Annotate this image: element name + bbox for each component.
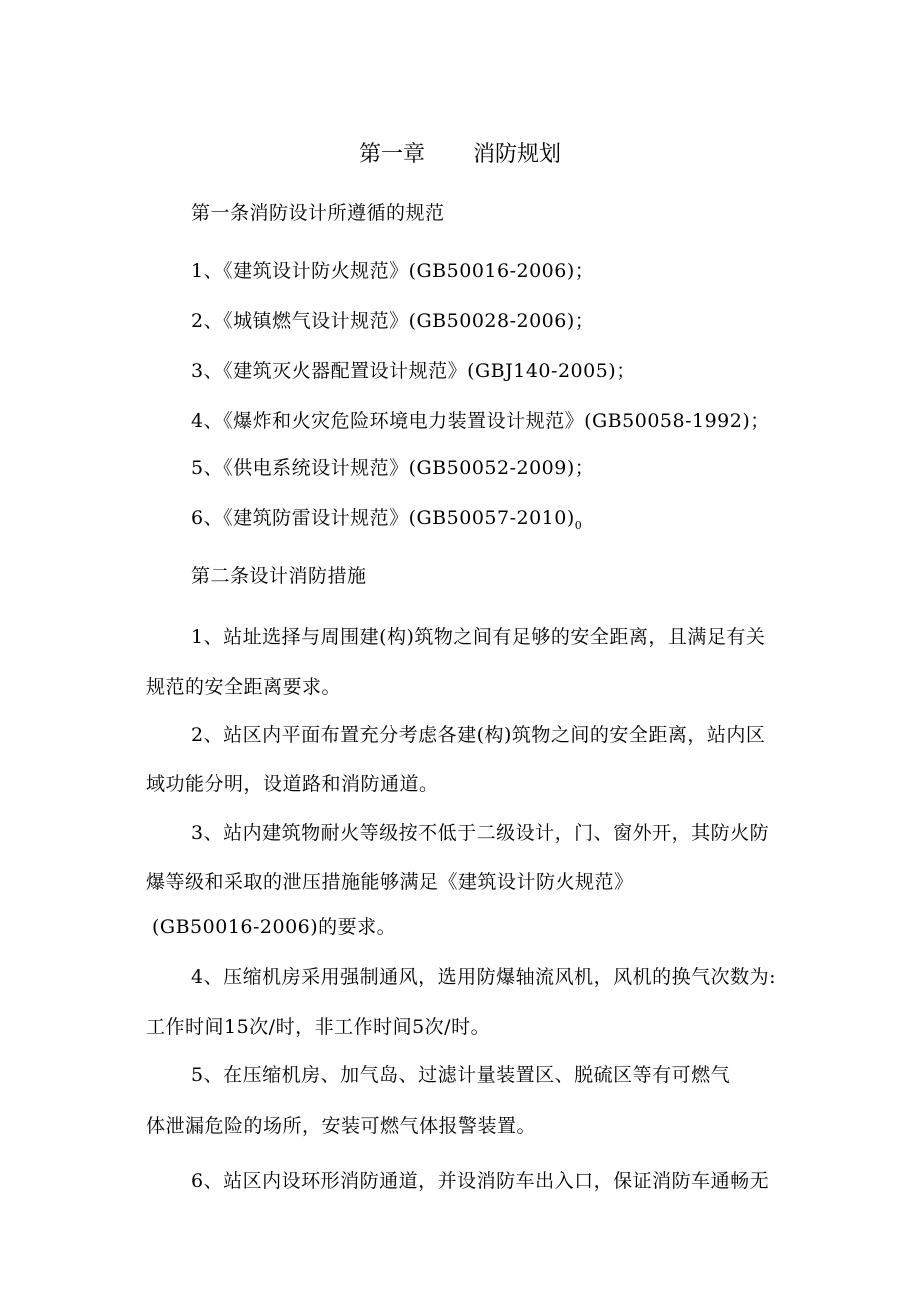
chapter-number: 第一章 (358, 142, 425, 167)
list-item-text: 6、《建筑防雷设计规范》(GB50057-2010) (191, 507, 575, 529)
paragraph-line: 爆等级和采取的泄压措施能够满足《建筑设计防火规范》 (146, 871, 634, 893)
paragraph-line: 6、站区内设环形消防通道，并设消防车出入口，保证消防车通畅无 (191, 1170, 770, 1192)
paragraph-line: 3、站内建筑物耐火等级按不低于二级设计，门、窗外开，其防火防 (191, 822, 770, 844)
list-item: 4、《爆炸和火灾危险环境电力装置设计规范》(GB50058-1992)； (191, 410, 770, 432)
paragraph-line: 2、站区内平面布置充分考虑各建(构)筑物之间的安全距离，站内区 (191, 724, 766, 746)
paragraph-line: 域功能分明，设道路和消防通道。 (146, 773, 439, 795)
paragraph-line: 工作时间15次/时，非工作时间5次/时。 (146, 1016, 491, 1038)
list-item: 1、《建筑设计防火规范》(GB50016-2006)； (191, 260, 595, 282)
list-item: 3、《建筑灭火器配置设计规范》(GBJ140-2005)； (191, 360, 636, 382)
list-item-last (191, 505, 582, 539)
chapter-name: 消防规划 (473, 142, 562, 167)
paragraph-line: (GB50016-2006)的要求。 (152, 916, 397, 938)
article2-heading: 第二条设计消防措施 (191, 565, 367, 587)
paragraph-line: 1、站址选择与周围建(构)筑物之间有足够的安全距离，且满足有关 (191, 626, 766, 648)
article1-heading: 第一条消防设计所遵循的规范 (191, 202, 445, 224)
paragraph-line: 体泄漏危险的场所，安装可燃气体报警装置。 (146, 1115, 537, 1137)
list-item-suffix: 0 (574, 519, 583, 532)
paragraph-line: 5、在压缩机房、加气岛、过滤计量装置区、脱硫区等有可燃气 (191, 1064, 731, 1086)
paragraph-line: 规范的安全距离要求。 (146, 676, 342, 698)
list-item: 2、《城镇燃气设计规范》(GB50028-2006)； (191, 310, 595, 332)
chapter-title (0, 140, 920, 170)
paragraph-line: 4、压缩机房采用强制通风，选用防爆轴流风机，风机的换气次数为: (191, 966, 776, 988)
list-item: 5、《供电系统设计规范》(GB50052-2009)； (191, 457, 595, 479)
